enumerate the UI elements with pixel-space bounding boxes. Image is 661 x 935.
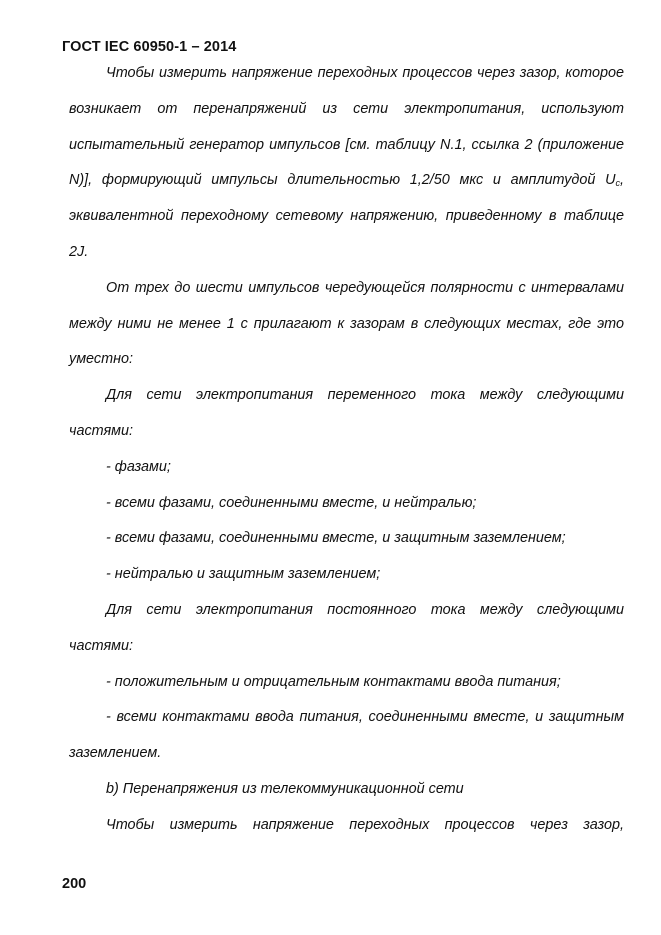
- subscript-c: c: [615, 178, 620, 189]
- list-item-dc-2: - всеми контактами ввода питания, соединенными вместе, и защитным заземлением.: [69, 709, 624, 762]
- document-header: ГОСТ IEC 60950-1 – 2014: [62, 39, 237, 55]
- subsection-heading-telecom: b) Перенапряжения из телекоммуникационной сети: [106, 780, 464, 797]
- paragraph-transient-measurement: [69, 56, 624, 271]
- list-item-ac-3: - всеми фазами, соединенными вместе, и защитным заземлением;: [106, 530, 566, 547]
- list-item-ac-4: - нейтралью и защитным заземлением;: [106, 566, 381, 583]
- paragraph-telecom-measurement: Чтобы измерить напряжение переходных процессов через зазор,: [106, 816, 624, 833]
- list-item-dc-1: - положительным и отрицательным контактами ввода питания;: [106, 673, 561, 690]
- page-number: 200: [62, 876, 87, 892]
- paragraph-impulses: От трех до шести импульсов чередующейся полярности с интервалами между ними не менее 1 с прилагают к зазорам в следующих местах, где это уместно:: [69, 279, 624, 368]
- list-item-ac-1: - фазами;: [106, 458, 171, 475]
- list-item-ac-2: - всеми фазами, соединенными вместе, и нейтралью;: [106, 494, 477, 511]
- paragraph-text-continued: , эквивалентной переходному сетевому напряжению, приведенному в таблице 2J.: [69, 172, 624, 260]
- paragraph-dc-supply: Для сети электропитания постоянного тока между следующими частями:: [69, 601, 624, 654]
- paragraph-text: Чтобы измерить напряжение переходных процессов через зазор, которое возникает от перенапряжений из сети электропитания, используют испытательный генератор импульсов [см. таблицу N.1, ссылка 2 (приложение N)], формирующий импульсы длительностью 1,2/50 мкс и амплитудой U: [69, 65, 624, 189]
- paragraph-ac-supply: Для сети электропитания переменного тока между следующими частями:: [69, 387, 624, 439]
- document-body: [69, 56, 624, 844]
